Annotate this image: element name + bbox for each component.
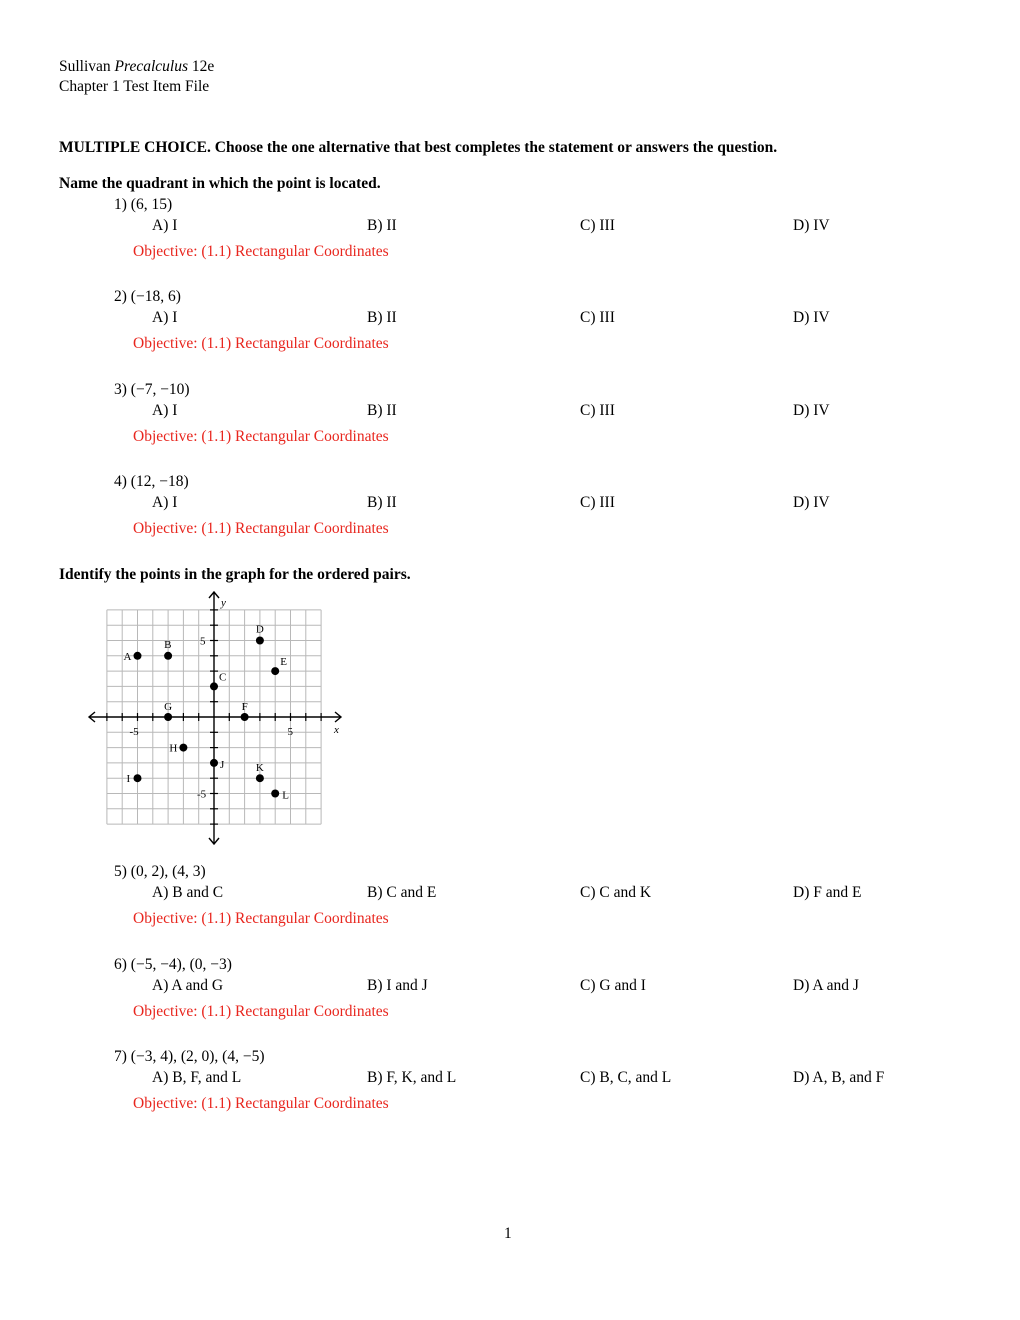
option-b: B) I and J (367, 977, 428, 994)
point-label-g: G (164, 701, 173, 713)
axes (89, 592, 341, 844)
tick-label-x-neg: -5 (129, 726, 139, 738)
point-e (271, 667, 279, 675)
section-heading: MULTIPLE CHOICE. Choose the one alternative that best completes the statement or answers the question. (59, 139, 778, 156)
question-stem: 5) (0, 2), (4, 3) (114, 863, 206, 880)
point-label-f: F (241, 701, 248, 713)
point-label-d: D (255, 623, 264, 636)
point-label-h: H (169, 742, 178, 755)
option-c: C) III (580, 309, 615, 326)
option-a: A) A and G (152, 977, 224, 994)
question-stem: 7) (−3, 4), (2, 0), (4, −5) (114, 1048, 265, 1065)
x-axis-label: x (334, 724, 339, 736)
objective: Objective: (1.1) Rectangular Coordinates (133, 243, 389, 260)
point-label-i: I (126, 773, 131, 786)
point-b (164, 652, 172, 660)
option-a: A) B, F, and L (152, 1069, 242, 1086)
coordinate-grid-graph (86, 589, 346, 849)
point-label-j: J (220, 758, 225, 771)
option-a: A) B and C (152, 884, 224, 901)
point-label-l: L (282, 789, 289, 802)
option-d: D) F and E (793, 884, 862, 901)
point-c (210, 682, 218, 690)
tick-label-y-neg: -5 (197, 788, 207, 801)
option-b: B) II (367, 494, 397, 511)
header-book-title: Precalculus (114, 58, 189, 75)
point-i (134, 774, 142, 782)
point-a (134, 652, 142, 660)
point-d (256, 637, 264, 645)
objective: Objective: (1.1) Rectangular Coordinates (133, 910, 389, 927)
option-b: B) II (367, 402, 397, 419)
tick-label-y-pos: 5 (200, 635, 206, 648)
point-j (210, 759, 218, 767)
point-label-k: K (255, 762, 264, 775)
question-stem: 3) (−7, −10) (114, 381, 190, 398)
option-d: D) IV (793, 494, 830, 511)
option-b: B) II (367, 309, 397, 326)
question-stem: 2) (−18, 6) (114, 288, 181, 305)
objective: Objective: (1.1) Rectangular Coordinates (133, 1003, 389, 1020)
objective: Objective: (1.1) Rectangular Coordinates (133, 520, 389, 537)
group1-heading: Name the quadrant in which the point is located. (59, 175, 381, 192)
option-a: A) I (152, 309, 178, 326)
option-d: D) IV (793, 402, 830, 419)
point-label-a: A (123, 650, 132, 663)
y-axis-label: y (221, 597, 226, 609)
question-stem: 6) (−5, −4), (0, −3) (114, 956, 232, 973)
option-b: B) F, K, and L (367, 1069, 457, 1086)
point-label-c: C (219, 671, 227, 684)
page-number: 1 (504, 1225, 512, 1242)
group2-heading: Identify the points in the graph for the ordered pairs. (59, 566, 411, 583)
option-b: B) II (367, 217, 397, 234)
point-k (256, 774, 264, 782)
objective: Objective: (1.1) Rectangular Coordinates (133, 428, 389, 445)
header-edition: 12e (188, 58, 215, 75)
point-label-e: E (280, 656, 287, 669)
point-h (179, 744, 187, 752)
question-stem: 1) (6, 15) (114, 196, 173, 213)
objective: Objective: (1.1) Rectangular Coordinates (133, 1095, 389, 1112)
option-c: C) G and I (580, 977, 646, 994)
option-a: A) I (152, 402, 178, 419)
point-f (241, 713, 249, 721)
tick-label-x-pos: 5 (287, 726, 293, 738)
objective: Objective: (1.1) Rectangular Coordinates (133, 335, 389, 352)
option-a: A) I (152, 494, 178, 511)
header-line-1 (59, 58, 214, 76)
option-c: C) III (580, 402, 615, 419)
option-c: C) C and K (580, 884, 652, 901)
option-a: A) I (152, 217, 178, 234)
point-l (271, 790, 279, 798)
point-label-b: B (164, 638, 172, 651)
header-author: Sullivan (59, 58, 115, 75)
option-d: D) A and J (793, 977, 859, 994)
option-c: C) III (580, 217, 615, 234)
question-stem: 4) (12, −18) (114, 473, 189, 490)
plotted-points (124, 624, 290, 802)
option-d: D) A, B, and F (793, 1069, 885, 1086)
option-d: D) IV (793, 217, 830, 234)
option-d: D) IV (793, 309, 830, 326)
option-c: C) B, C, and L (580, 1069, 672, 1086)
header-line-2: Chapter 1 Test Item File (59, 78, 210, 95)
option-b: B) C and E (367, 884, 437, 901)
option-c: C) III (580, 494, 615, 511)
point-g (164, 713, 172, 721)
